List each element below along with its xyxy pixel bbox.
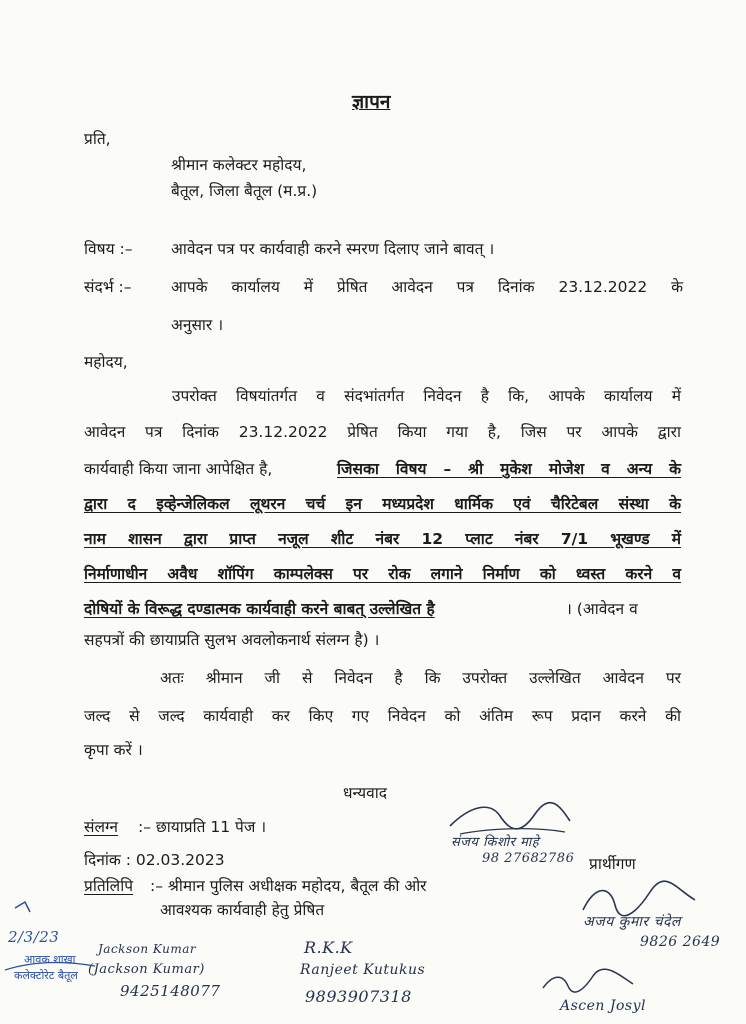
addressee-line-1: श्रीमान कलेक्टर महोदय, — [171, 156, 307, 174]
para2-line-1: अतः श्रीमान जी से निवेदन है कि उपरोक्त उल्लेखित आवेदन पर — [160, 669, 681, 687]
para1-line-6-bold: निर्माणाधीन अवैध शॉपिंग काम्पलेक्स पर रोक लगाने निर्माण को ध्वस्त करने व — [84, 565, 681, 583]
copy-line-1: :– श्रीमान पुलिस अधीक्षक महोदय, बैतूल की ओर — [150, 877, 427, 895]
signature-5-name: Ascen Josyl — [560, 998, 646, 1014]
enclosure-label: संलग्न — [84, 818, 118, 836]
greeting: महोदय, — [84, 353, 128, 371]
para1-line-5-bold: नाम शासन द्वारा प्राप्त नजूल शीट नंबर 12 प्लाट नंबर 7/1 भूखण्ड में — [84, 530, 681, 548]
para1-line-3-plain: कार्यवाही किया जाना आपेक्षित है, — [84, 460, 273, 478]
applicants-label: प्रार्थीगण — [589, 855, 636, 873]
para1-line-1: उपरोक्त विषयांतर्गत व संदभांतर्गत निवेदन है कि, आपके कार्यालय में — [172, 387, 681, 405]
subject-text: आवेदन पत्र पर कार्यवाही करने स्मरण दिलाए जाने बावत् । — [171, 240, 495, 258]
document-title: ज्ञापन — [352, 91, 391, 113]
reference-line-2: अनुसार । — [171, 316, 224, 334]
signature-1-phone: 98 27682786 — [482, 851, 575, 866]
copy-line-2: आवश्यक कार्यवाही हेतु प्रेषित — [160, 901, 325, 919]
signature-3-name-paren: (Jackson Kumar) — [88, 962, 205, 977]
signature-1-name: संजय किशोर माहे — [451, 835, 540, 850]
signature-2-phone: 9826 2649 — [640, 934, 721, 950]
stamp-line-1: आवक शाखा — [24, 953, 76, 966]
reference-label: संदर्भ :– — [84, 278, 132, 296]
para1-line-7-plain: । (आवेदन व — [566, 600, 638, 618]
receipt-stamp-mark — [0, 900, 110, 1000]
signature-3-name: Jackson Kumar — [98, 942, 197, 956]
para1-line-7-bold: दोषियों के विरूद्ध दण्डात्मक कार्यवाही करने बाबत् उल्लेखित है — [84, 600, 435, 618]
para1-line-4-bold: द्वारा द इव्हेन्जेलिकल लूथरन चर्च इन मध्यप्रदेश धार्मिक एवं चैरिटेबल संस्था के — [84, 495, 681, 513]
signature-4-initials: R.K.K — [304, 938, 353, 957]
signature-4-name: Ranjeet Kutukus — [300, 962, 426, 978]
signature-4-phone: 9893907318 — [305, 987, 412, 1006]
addressee-line-2: बैतूल, जिला बैतूल (म.प्र.) — [171, 182, 318, 200]
para1-line-3-bold: जिसका विषय – श्री मुकेश मोजेश व अन्य के — [337, 460, 681, 478]
para2-line-3: कृपा करें । — [84, 741, 143, 759]
para2-line-2: जल्द से जल्द कार्यवाही कर किए गए निवेदन को अंतिम रूप प्रदान करने की — [84, 707, 681, 725]
salutation-to: प्रति, — [84, 130, 111, 148]
para1-line-8: सहपत्रों की छायाप्रति सुलभ अवलोकनार्थ संलग्न है) । — [84, 631, 380, 649]
subject-label: विषय :– — [84, 240, 133, 258]
para1-line-2: आवेदन पत्र दिनांक 23.12.2022 प्रेषित किया गया है, जिस पर आपके द्वारा — [84, 423, 681, 441]
reference-line-1: आपके कार्यालय में प्रेषित आवेदन पत्र दिनांक 23.12.2022 के — [171, 278, 683, 296]
stamp-line-2: कलेक्टोरेट बैतूल — [14, 969, 78, 982]
signature-3-phone: 9425148077 — [120, 982, 221, 1000]
signature-5-scribble — [538, 966, 638, 996]
signature-2-name: अजय कुमार चंदेल — [583, 914, 681, 930]
stamp-date: 2/3/23 — [8, 928, 60, 946]
thanks: धन्यवाद — [343, 784, 387, 802]
copy-label: प्रतिलिपि — [84, 877, 134, 895]
document-date: दिनांक : 02.03.2023 — [84, 851, 225, 869]
enclosure-text: :– छायाप्रति 11 पेज । — [138, 818, 267, 836]
